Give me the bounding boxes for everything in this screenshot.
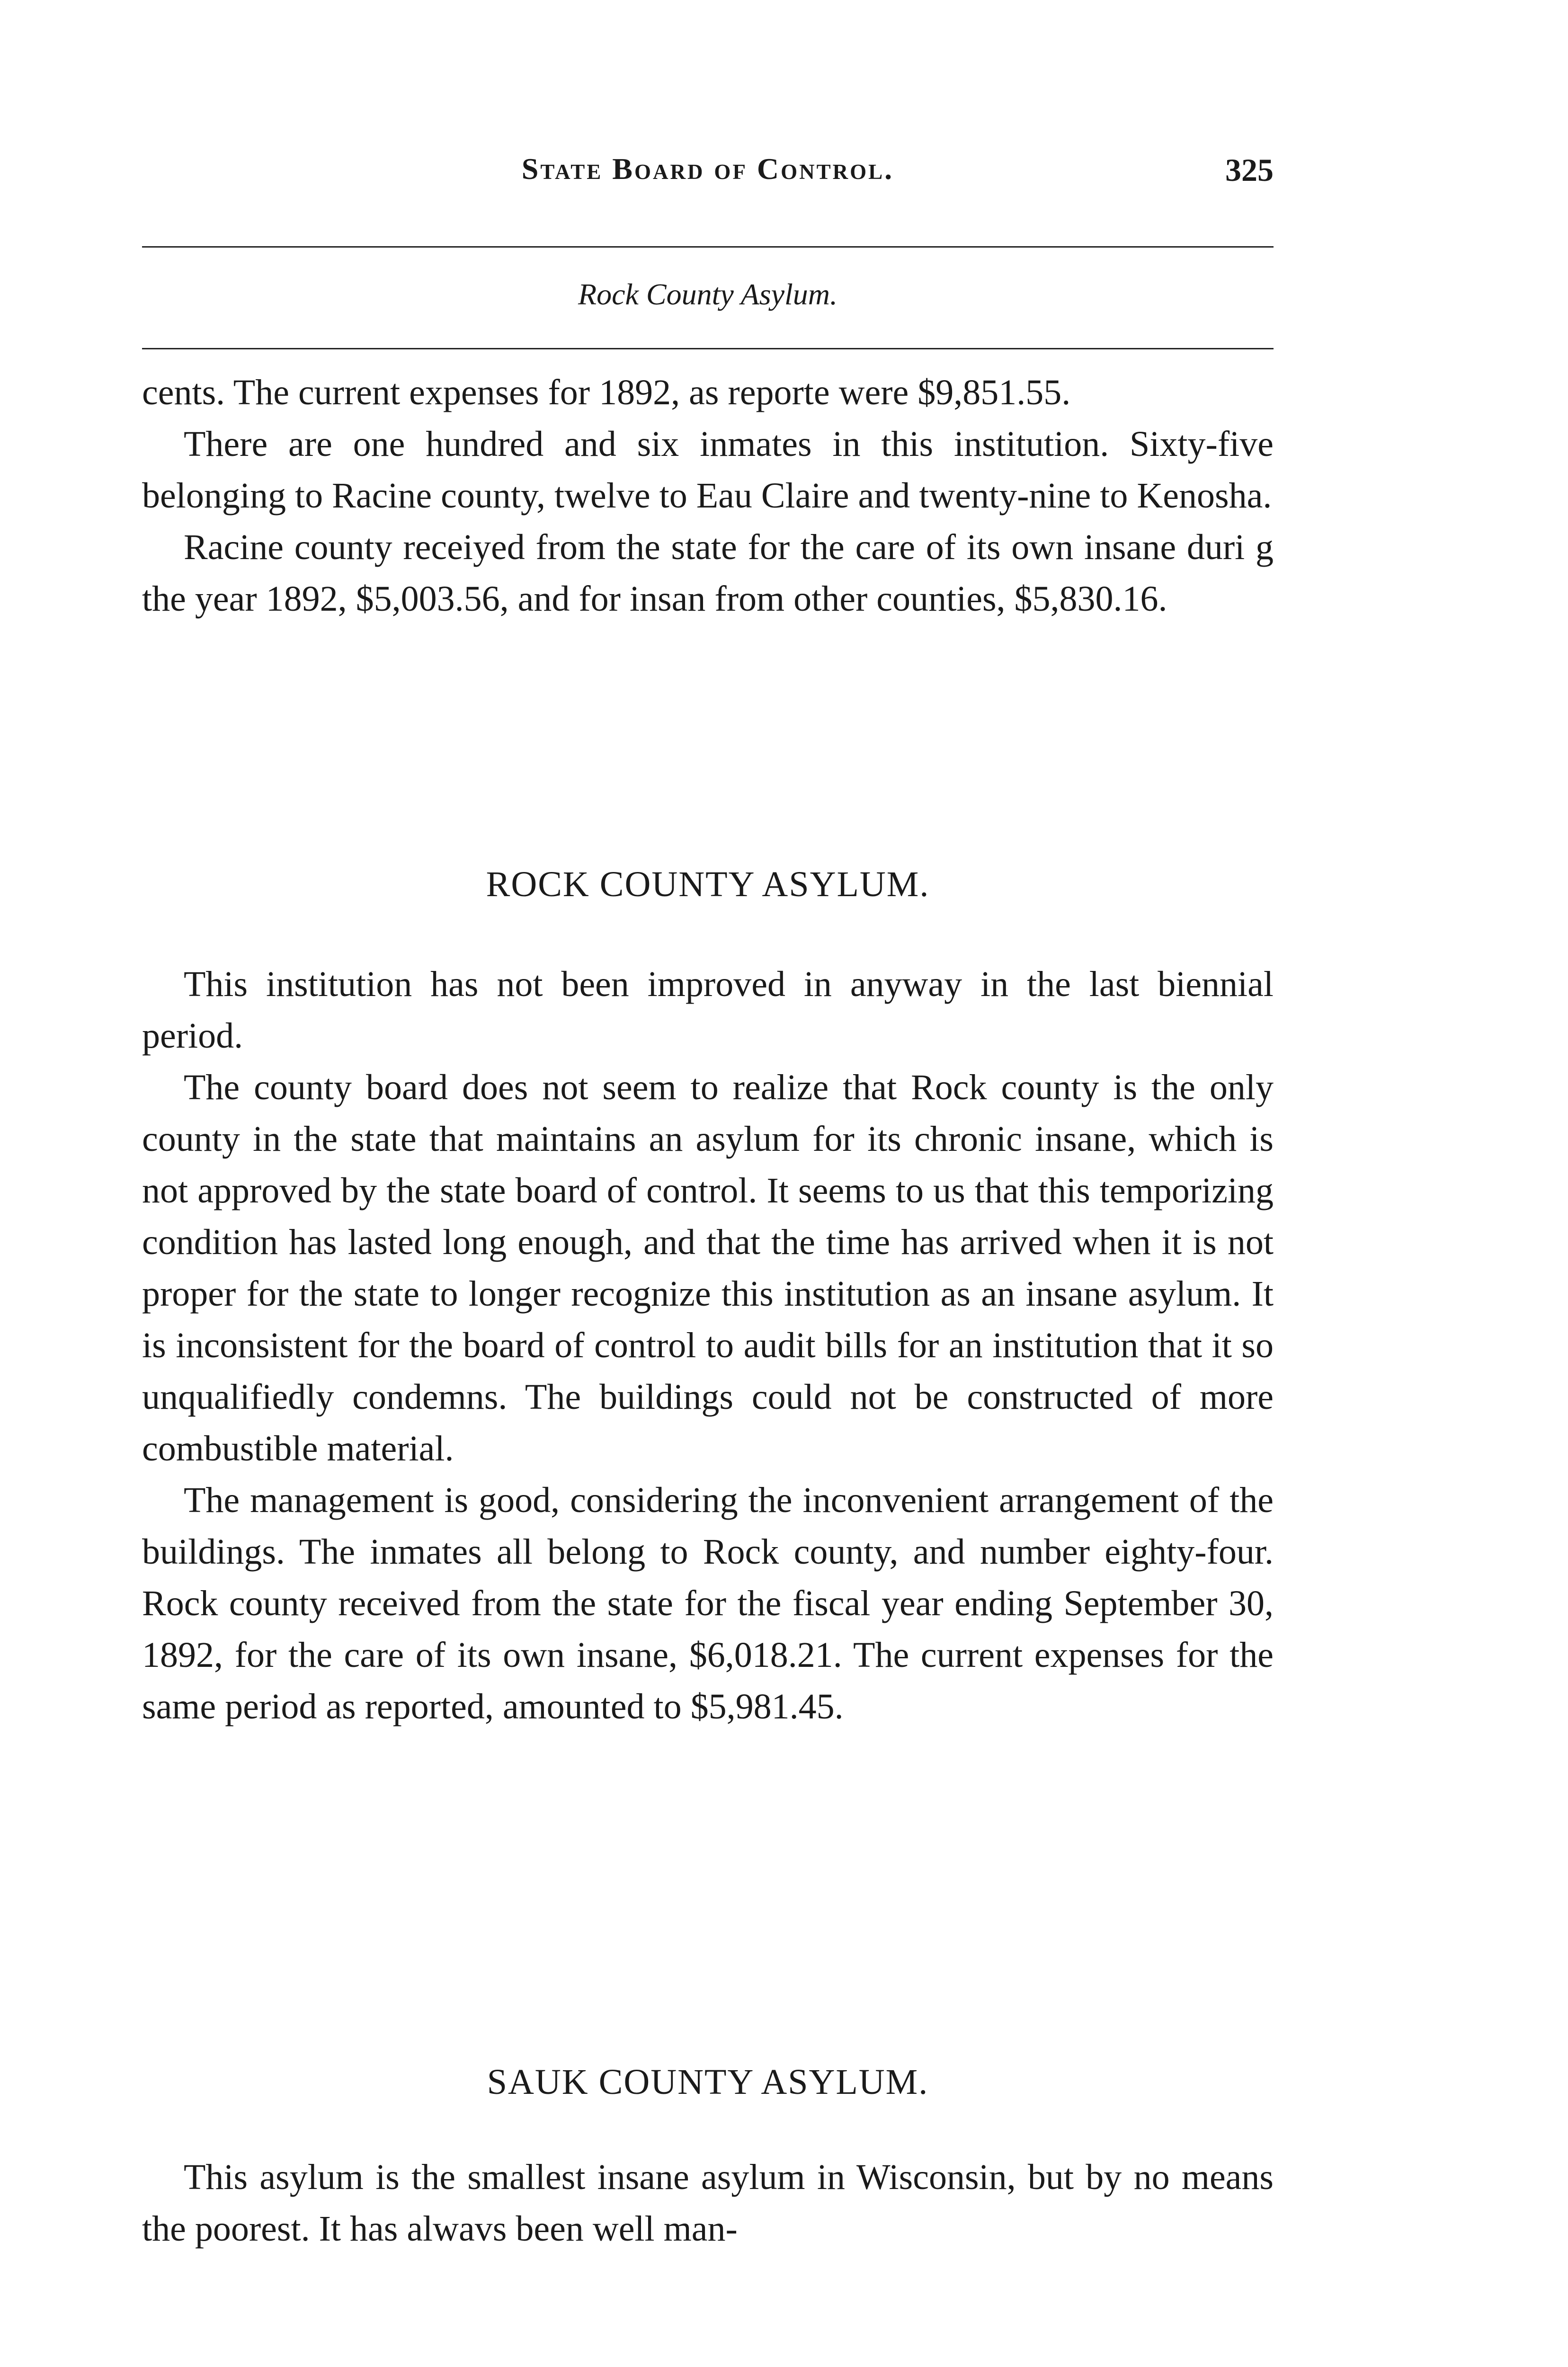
racine-section-text: [142, 367, 1274, 625]
paragraph: Racine county receiyed from the state for the care of its own insane duri g the year 1892, $5,003.56, and for insan from other counties, $5,830.16.: [142, 527, 1274, 619]
running-head-title: State Board of Control.: [521, 152, 894, 186]
paragraph: This institution has not been improved in anyway in the last biennial period.: [142, 964, 1274, 1056]
section-heading-sauk-county: SAUK COUNTY ASYLUM.: [487, 2062, 929, 2102]
paragraph: This asylum is the smallest insane asylum in Wisconsin, but by no means the poorest. It has alwavs been well man-: [142, 2157, 1274, 2249]
paragraph: The county board does not seem to realize that Rock county is the only county in the state that maintains an asylum for its chronic insane, which is not approved by the state board of control. It seems to us that this temporizing condition has lasted long enough, and that the time has arrived when it is not proper for the state to longer recognize this institution as an insane asylum. It is inconsistent for the board of control to audit bills for an institution that it so unqualifiedly condemns. The buildings could not be constructed of more combustible material.: [142, 1068, 1274, 1468]
sauk-section-text: [142, 2152, 1274, 2255]
section-heading-rock-county: ROCK COUNTY ASYLUM.: [486, 864, 930, 904]
paragraph: The management is good, considering the inconvenient arrangement of the buildings. The inmates all belong to Rock county, and number eighty-four. Rock county received from the state for the fiscal year ending September 30, 1892, for the care of its own insane, $6,018.21. The current expenses for the same period as reported, amounted to $5,981.45.: [142, 1480, 1274, 1726]
paragraph: cents. The current expenses for 1892, as reporte were $9,851.55.: [142, 373, 1071, 412]
header-rule-bottom: [142, 348, 1274, 349]
paragraph: There are one hundred and six inmates in this institution. Sixty-five belonging to Racine county, twelve to Eau Claire and twenty-nine to Kenosha.: [142, 424, 1274, 516]
rock-section-text: [142, 959, 1274, 1733]
section-caption: Rock County Asylum.: [578, 277, 838, 311]
header-rule-top: [142, 246, 1274, 248]
running-head: [142, 151, 1274, 204]
page-number: 325: [1225, 152, 1274, 188]
